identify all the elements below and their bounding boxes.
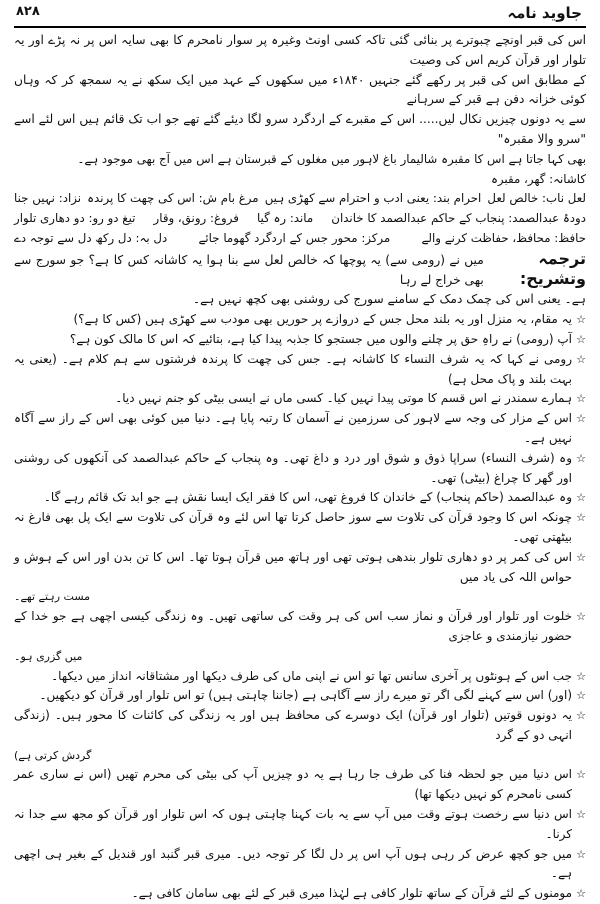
glossary-row [14, 209, 586, 229]
glossary-entry: کاشانہ: گھر، مقبرہ [491, 171, 586, 186]
translation-item-text: وہ عبدالصمد (حاکم پنجاب) کے خاندان کا فروغ تھی، اس کا فقر ایک ایسا نقش ہے جو ابد تک قائم رہے گا۔ [43, 490, 572, 505]
page-header [14, 4, 586, 28]
glossary-entry: حافظ: محافظ، حفاظت کرنے والے [421, 230, 586, 245]
page-body [14, 28, 586, 904]
translation-item [14, 805, 586, 845]
translation-item [14, 350, 586, 390]
glossary-row [14, 189, 586, 209]
translation-items [14, 310, 586, 904]
glossary-entry: لعل ناب: خالص لعل [487, 191, 586, 206]
translation-item-text: اس کی کمر پر دو دھاری تلوار بندھی ہوتی تھی اور ہاتھ میں قرآن ہوتا تھا۔ اس کا تن بدن اور اس کے ہوش و حواس اللہ کی یاد میں [14, 549, 572, 584]
translation-item-text: چونکہ اس کا وجود قرآن کی تلاوت سے سوز حاصل کرتا تھا اس لئے وہ قرآن کی تلاوت سے ایک پل بھی فارغ نہ بیٹھتی تھی۔ [14, 510, 572, 544]
translation-item-text: جب اس کے ہونٹوں پر آخری سانس تھا تو اس نے اپنی ماں کی طرف دیکھا اور مشتاقانہ انداز میں دیکھا۔ [51, 668, 572, 683]
translation-item-text: رومی نے کہا کہ یہ شرف النساء کا کاشانہ ہے۔ جس کی چھت کا پرندہ فرشتوں سے ہم کلام ہے۔ (یعنی یہ بہت بلند و پاک محل ہے) [14, 351, 572, 386]
glossary-entry: نزاد: نہیں جنا [14, 191, 82, 206]
glossary-entry: دودۂ عبدالصمد: پنجاب کے حاکم عبدالصمد کا خاندان [331, 211, 586, 226]
star-bullet-icon: ☆ [576, 689, 586, 703]
translation-item [14, 389, 586, 409]
star-bullet-icon: ☆ [576, 709, 586, 723]
translation-item-text: خلوت اور تلوار اور قرآن و نماز سب اس کی ہر وقت کی ساتھی تھیں۔ وہ زندگی کیسی اچھی ہے جو خدا کے حضور نیازمندی و عاجزی [14, 609, 572, 643]
translation-item [14, 488, 586, 508]
star-bullet-icon: ☆ [576, 313, 586, 327]
translation-item [14, 884, 586, 904]
star-bullet-icon: ☆ [576, 847, 586, 861]
translation-item [14, 667, 586, 687]
intro-line: سے یہ دونوں چیزیں نکال لیں..... اس کے مقبرے کے اردگرد سرو لگا دیئے گئے تھے جو اب تک قائم ہیں اس لئے اسے "سرو والا مقبرہ" [14, 112, 586, 146]
star-bullet-icon: ☆ [576, 451, 586, 465]
translation-heading: ترجمہ وتشریح: [519, 248, 586, 288]
translation-item [14, 845, 586, 885]
translation-item-text: اس دنیا سے رخصت ہوتے وقت میں آپ سے یہ بات کہنا چاہتی ہوں کہ اس تلوار اور قرآن کو مجھ سے جدا نہ کرنا۔ [14, 807, 572, 841]
star-bullet-icon: ☆ [576, 887, 586, 901]
intro-last-row [14, 150, 586, 190]
star-bullet-icon: ☆ [576, 511, 586, 525]
star-bullet-icon: ☆ [576, 610, 586, 624]
page-number: ۸۲۸ [16, 4, 40, 19]
star-bullet-icon: ☆ [576, 669, 586, 683]
star-bullet-icon: ☆ [576, 491, 586, 505]
translation-item-tail: میں گزری ہو۔ [14, 649, 83, 663]
book-title: جاوید نامہ [507, 4, 582, 22]
glossary-entry: دل بہ: دل رکھ دل سے توجہ دے [14, 230, 168, 245]
translation-item-text: میں جو کچھ عرض کر رہی ہوں آپ اس پر دل لگا کر توجہ دیں۔ میری قبر گنبد اور قندیل کے بغیر ہی اچھی ہے۔ [14, 846, 572, 881]
glossary-entry: فروغ: رونق، وقار [153, 211, 239, 226]
star-bullet-icon: ☆ [576, 392, 586, 406]
star-bullet-icon: ☆ [576, 352, 586, 366]
star-bullet-icon: ☆ [576, 550, 586, 564]
glossary-entry: مرغ بام ش: اس کی چھت کا پرندہ [87, 191, 259, 206]
star-bullet-icon: ☆ [576, 808, 586, 822]
star-bullet-icon: ☆ [576, 412, 586, 426]
translation-lead-row [14, 249, 586, 291]
translation-item [14, 548, 586, 607]
glossary-entry: احرام بند: یعنی ادب و احترام سے کھڑی ہیں [264, 191, 482, 206]
translation-item [14, 409, 586, 449]
translation-item-tail: مست رہتے تھے۔ [14, 590, 91, 604]
translation-item-text: (اور) اس سے کہنے لگی اگر تو میرے راز سے آگاہی ہے (جاننا چاہتی ہیں) تو اس تلوار اور قرآن کو دیکھیں۔ [39, 688, 572, 703]
glossary-row [14, 229, 586, 249]
document-page [14, 4, 586, 901]
glossary-entry: تیغ دو رو: دو دھاری تلوار [14, 211, 136, 226]
translation-item-tail: گردش کرتی ہے) [14, 748, 92, 762]
translation-item-text: ہمارے سمندر نے اس قسم کا موتی پیدا نہیں کیا۔ کسی ماں نے ایسی بیٹی کو جنم نہیں دیا۔ [115, 391, 572, 406]
translation-item-text: اس دنیا میں جو لحظہ فنا کی طرف جا رہا ہے یہ دو چیزیں آپ کی بیٹی کی محرم تھیں (اس نے ساری عمر کسی نامحرم کو نہیں دیکھا تھا) [14, 767, 572, 802]
translation-lead: میں نے (رومی سے) یہ پوچھا کہ خالص لعل سے بنا ہوا یہ کاشانہ کس کا ہے؟ جو سورج سے بھی خراج لے رہا [14, 252, 484, 287]
translation-lead-continued: ہے۔ یعنی اس کی چمک دمک کے سامنے سورج کی روشنی بھی کچھ نہیں ہے۔ [192, 292, 586, 307]
translation-item [14, 330, 586, 350]
glossary-entry: مرکز: محور جس کے اردگرد گھوما جائے [198, 230, 391, 245]
translation-item [14, 310, 586, 330]
translation-item-text: اس کے مزار کی وجہ سے لاہور کی سرزمین نے آسمان کا رتبہ پایا ہے۔ دنیا میں کوئی بھی اس کے راز سے آگاہ نہیں ہے۔ [14, 411, 572, 445]
translation-item-text: یہ دونوں قوتیں (تلوار اور قرآن) ایک دوسرے کی محافظ ہیں اور یہ زندگی کی کائنات کا محور ہیں۔ (زندگی انہی دو کے گرد [14, 708, 572, 742]
translation-item-text: یہ مقام، یہ منزل اور یہ بلند محل جس کے دروازے پر حوریں بھی مودب سے کھڑی ہیں (کس کا ہے؟) [73, 312, 572, 327]
intro-line: کے مطابق اس کی قبر پر رکھے گئے جنہیں ۱۸۴۰ء میں سکھوں کے عہد میں ایک سکھ نے یہ سمجھ کر کہ وہاں کوئی خزانہ دفن ہے قبر کے سرہانے [14, 72, 586, 107]
star-bullet-icon: ☆ [576, 332, 586, 346]
glossary-entry: ماند: رہ گیا [256, 211, 314, 226]
translation-item [14, 765, 586, 805]
translation-item-text: مومنوں کے لئے قرآن کے ساتھ تلوار کافی ہے لہٰذا میری قبر کے لئے بھی سامان کافی ہے۔ [131, 886, 572, 901]
translation-item [14, 449, 586, 489]
intro-line: اس کی قبر اونچے چبوترے پر بنائی گئی تاکہ کسی اونٹ وغیرہ پر سوار نامحرم کا بھی سایہ اس پر نہ پڑے اور یہ تلوار اور قرآن کریم اس کی وصیت [14, 33, 586, 67]
translation-item [14, 508, 586, 548]
translation-item-text: وہ (شرف النساء) سراپا ذوق و شوق اور درد و داغ تھی۔ وہ پنجاب کے حاکم عبدالصمد کی آنکھوں کی روشنی اور گھر کا چراغ (بیٹی) تھی۔ [14, 450, 572, 485]
intro-line: بھی کہا جاتا ہے اس کا مقبرہ شالیمار باغ لاہور میں مغلوں کے قبرستان ہے اس میں آج بھی موجود ہے۔ [77, 151, 586, 166]
star-bullet-icon: ☆ [576, 768, 586, 782]
translation-item [14, 686, 586, 706]
translation-item-text: آپ (رومی) نے راہِ حق پر چلنے والوں میں جستجو کا جذبہ پیدا کیا ہے، بتائیے کہ اس کا مالک کون ہے؟ [69, 331, 572, 346]
translation-item [14, 706, 586, 765]
translation-item [14, 607, 586, 666]
